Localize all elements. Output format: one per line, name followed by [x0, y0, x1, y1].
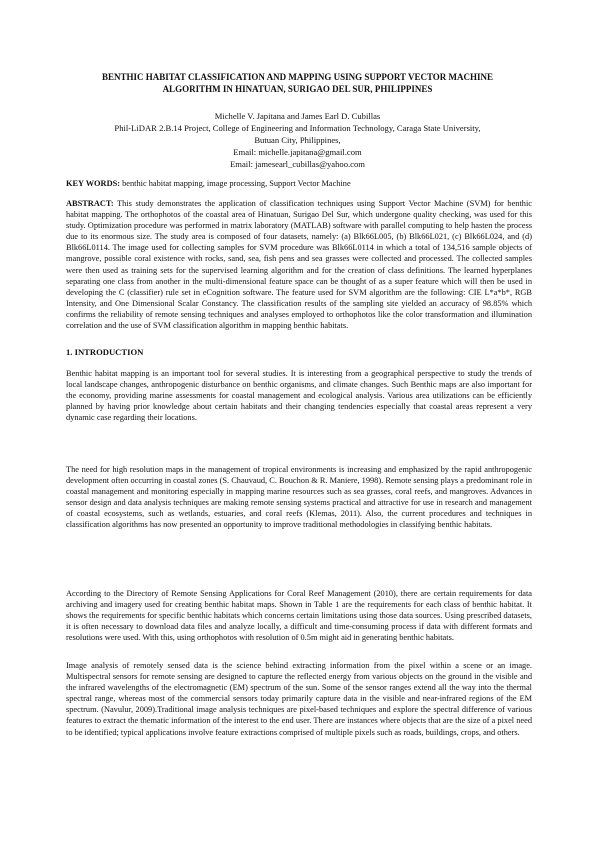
abstract-text: This study demonstrates the application of classification techniques using Support Vector Machine (SVM) for benthic habitat mapping. The orthophotos of the coastal area of Hinatuan, Surigao Del Sur, which undergone quality checking, was used for this study. Optimization procedure was performed in matrix laboratory (MATLAB) software with parallel computing to help hasten the process due to its enormous size. The study area is composed of four datasets, namely: (a) Blk66L005, (b) Blk66L021, (c) Blk66L024, and (d) Blk66L0114. The image used for collecting samples for SVM procedure was Blk66L0114 in which a total of 134,516 sample objects of mangrove, possible coral existence with rocks, sand, sea, fish pens and sea grasses were collected and processed. The collected samples were then used as training sets for the supervised learning algorithm and for the creation of class definitions. The learned hyperplanes separating one class from another in the multi-dimensional feature space can be thought of as a super feature which will then be used in developing the C (classifier) rule set in eCognition software. The feature used for SVM algorithm are the following: CIE L*a*b*, RGB Intensity, and One Dimensional Scalar Constancy. The classification results of the sampling site yielded an accuracy of 98.85% which confirms the reliability of remote sensing techniques and analyses employed to orthophotos like the color transformation and illumination correlation and the use of SVM classification algorithm in mapping benthic habitats.: [66, 199, 532, 331]
title-line-1: BENTHIC HABITAT CLASSIFICATION AND MAPPING USING SUPPORT VECTOR MACHINE: [101, 72, 494, 82]
abstract-label: ABSTRACT:: [66, 199, 114, 208]
section-heading-introduction: 1. INTRODUCTION: [66, 347, 144, 357]
intro-paragraph-1: Benthic habitat mapping is an important tool for several studies. It is interesting from a geographical perspective to study the trends of local landscape changes, anthropogenic disturbance on benthic organisms, and climate changes. Such Benthic maps are also important for the economy, providing marine assessments for coastal management and ecological analysis. Various area utilizations can be efficiently planned by having prior knowledge about certain habitats and their changing tendencies especially that coastal areas represent a very dynamic case regarding their locations.: [66, 369, 532, 423]
keywords-text: benthic habitat mapping, image processing, Support Vector Machine: [120, 179, 351, 188]
title-line-2: ALGORITHM IN HINATUAN, SURIGAO DEL SUR, PHILIPPINES: [162, 84, 433, 94]
abstract: [66, 198, 532, 331]
author-email-1: Email: michelle.japitana@gmail.com: [233, 147, 362, 157]
affiliation-line-1: Phil-LiDAR 2.B.14 Project, College of Engineering and Information Technology, Caraga State University,: [114, 123, 481, 133]
intro-paragraph-3: According to the Directory of Remote Sensing Applications for Coral Reef Management (2010), there are certain requirements for data archiving and imagery used for creating benthic habitat maps. Shown in Table 1 are the requirements for each class of benthic habitat. It shows the requirements for specific benthic habitats which concerns certain limitations using those data sources. Using prescribed datasets, it is often necessary to download data files and analyze locally, a difficult and time-consuming process if data with different formats and resolutions were used. With this, using orthophotos with resolution of 0.5m might aid in generating benthic habitats.: [66, 589, 532, 643]
intro-paragraph-4: Image analysis of remotely sensed data is the science behind extracting information from the pixel within a scene or an image. Multispectral sensors for remote sensing are designed to capture the reflected energy from various objects on the ground in the visible and the infrared wavelengths of the electromagnetic (EM) spectrum of the sun. Some of the sensor ranges extend all the way into the thermal spectral range, whereas most of the commercial sensors today primarily capture data in the visible and near-infrared regions of the EM spectrum. (Navulur, 2009).Traditional image analysis techniques are pixel-based techniques and explore the spectral difference of various features to extract the thematic information of the interest to the end user. There are instances where objects that are the size of a pixel need to be identified; typical applications involve feature extractions comprised of multiple pixels such as roads, buildings, crops, and others.: [66, 661, 532, 737]
keywords-label: KEY WORDS:: [66, 179, 121, 188]
paper-title: [60, 71, 535, 95]
intro-paragraph-2: The need for high resolution maps in the management of tropical environments is increasing and emphasized by the rapid anthropogenic development often occurring in coastal zones (S. Chauvaud, C. Bouchon & R. Maniere, 1998). Remote sensing plays a predominant role in coastal management and monitoring especially in mapping marine resources such as sea grasses, coral reefs, and mangroves. Advances in sensor design and data analysis techniques are making remote sensing systems practical and attractive for use in research and management of coastal ecosystems, such as wetlands, estuaries, and coral reefs (Klemas, 2011). Also, the current procedures and techniques in classification algorithms has now presented an opportunity to improve traditional methodologies in classifying benthic habitats.: [66, 465, 532, 530]
author-names: Michelle V. Japitana and James Earl D. Cubillas: [214, 111, 381, 121]
author-block: [60, 110, 535, 170]
author-email-2: Email: jamesearl_cubillas@yahoo.com: [230, 159, 365, 169]
keywords: [66, 178, 532, 189]
affiliation-line-2: Butuan City, Philippines,: [254, 135, 341, 145]
